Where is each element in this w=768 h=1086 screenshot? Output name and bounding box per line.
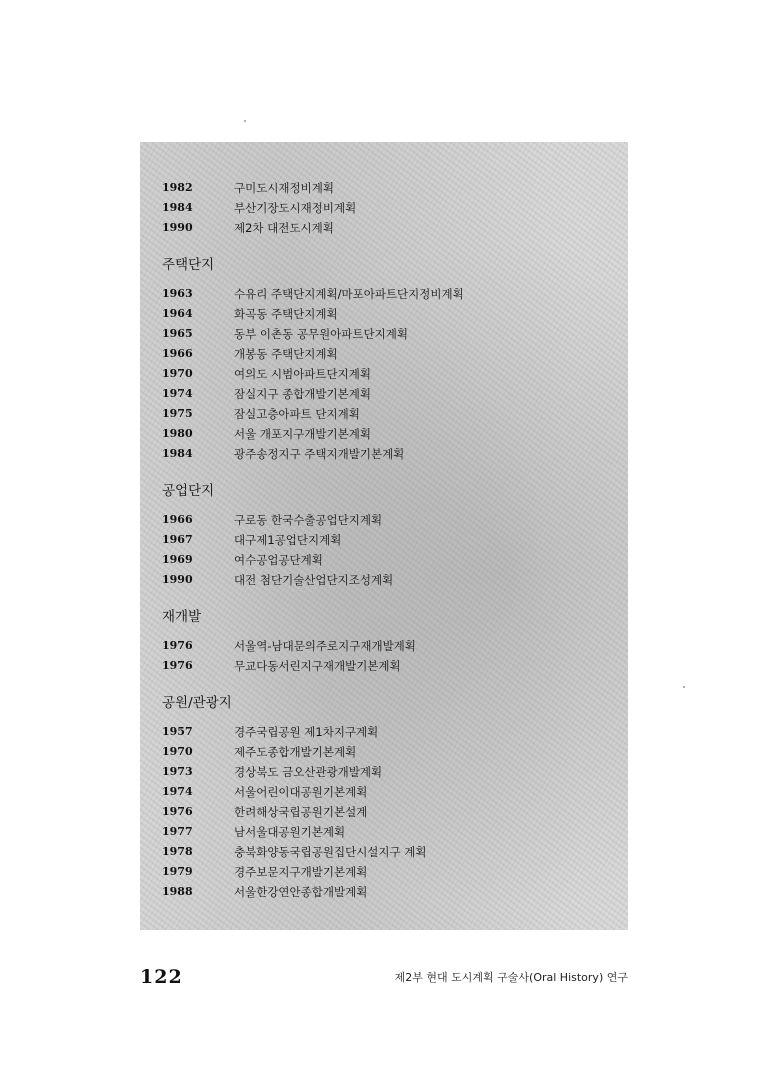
project-year: 1976 xyxy=(162,805,193,818)
project-year: 1966 xyxy=(162,347,193,360)
section xyxy=(162,481,622,590)
list-item xyxy=(162,862,622,882)
project-year: 1977 xyxy=(162,825,193,838)
project-title: 여수공업공단계획 xyxy=(234,553,323,567)
list-item xyxy=(162,510,622,530)
section-heading: 공업단지 xyxy=(162,483,215,499)
project-title: 여의도 시범아파트단지계획 xyxy=(234,367,371,381)
project-year: 1969 xyxy=(162,553,193,566)
project-year: 1967 xyxy=(162,533,193,546)
project-year: 1970 xyxy=(162,745,193,758)
list-item xyxy=(162,344,622,364)
project-year: 1966 xyxy=(162,513,193,526)
list-item xyxy=(162,284,622,304)
list-item xyxy=(162,304,622,324)
list-item xyxy=(162,722,622,742)
list-item xyxy=(162,384,622,404)
project-year: 1974 xyxy=(162,387,193,400)
project-year: 1973 xyxy=(162,765,193,778)
list-item xyxy=(162,550,622,570)
list-item xyxy=(162,218,622,238)
project-year: 1976 xyxy=(162,639,193,652)
project-title: 광주송정지구 주택지개발기본계획 xyxy=(234,447,405,461)
project-list xyxy=(162,178,622,902)
project-year: 1974 xyxy=(162,785,193,798)
scan-speck xyxy=(244,120,246,122)
project-year: 1990 xyxy=(162,573,193,586)
project-title: 충북화양동국립공원집단시설지구 계획 xyxy=(234,845,427,859)
page-footer xyxy=(140,966,628,988)
project-title: 수유리 주택단지계획/마포아파트단지정비계획 xyxy=(234,287,464,301)
project-year: 1984 xyxy=(162,201,193,214)
list-item xyxy=(162,742,622,762)
project-title: 무교다동서린지구재개발기본계획 xyxy=(234,659,401,673)
project-title: 화곡동 주택단지계획 xyxy=(234,307,338,321)
project-title: 서울한강연안종합개발계획 xyxy=(234,885,368,899)
project-title: 서울역-남대문의주로지구재개발계획 xyxy=(234,639,416,653)
list-item xyxy=(162,178,622,198)
project-title: 한려해상국립공원기본설계 xyxy=(234,805,368,819)
project-year: 1976 xyxy=(162,659,193,672)
section xyxy=(162,693,622,902)
project-title: 경주국립공원 제1차지구계획 xyxy=(234,725,379,739)
project-title: 제주도종합개발기본계획 xyxy=(234,745,357,759)
list-item xyxy=(162,198,622,218)
project-title: 대전 첨단기술산업단지조성계획 xyxy=(234,573,394,587)
list-item xyxy=(162,424,622,444)
scan-speck xyxy=(683,686,685,688)
project-year: 1964 xyxy=(162,307,193,320)
project-year: 1975 xyxy=(162,407,193,420)
project-title: 구로동 한국수출공업단지계획 xyxy=(234,513,383,527)
list-item xyxy=(162,882,622,902)
list-item xyxy=(162,762,622,782)
project-title: 개봉동 주택단지계획 xyxy=(234,347,338,361)
project-year: 1965 xyxy=(162,327,193,340)
section xyxy=(162,178,622,238)
project-title: 대구제1공업단지계획 xyxy=(234,533,342,547)
list-item xyxy=(162,782,622,802)
project-year: 1982 xyxy=(162,181,193,194)
project-year: 1978 xyxy=(162,845,193,858)
project-year: 1979 xyxy=(162,865,193,878)
project-title: 동부 이촌동 공무원아파트단지계획 xyxy=(234,327,408,341)
list-item xyxy=(162,656,622,676)
section-heading: 공원/관광지 xyxy=(162,695,232,711)
project-year: 1984 xyxy=(162,447,193,460)
project-year: 1963 xyxy=(162,287,193,300)
section-heading: 재개발 xyxy=(162,609,202,625)
list-item xyxy=(162,324,622,344)
list-item xyxy=(162,636,622,656)
list-item xyxy=(162,404,622,424)
project-title: 경주보문지구개발기본계획 xyxy=(234,865,368,879)
project-title: 잠실고층아파트 단지계획 xyxy=(234,407,360,421)
project-title: 서울어린이대공원기본계획 xyxy=(234,785,368,799)
project-title: 경상북도 금오산관광개발계획 xyxy=(234,765,383,779)
project-title: 잠실지구 종합개발기본계획 xyxy=(234,387,371,401)
list-item xyxy=(162,530,622,550)
project-title: 남서울대공원기본계획 xyxy=(234,825,346,839)
section-heading: 주택단지 xyxy=(162,257,215,273)
list-item xyxy=(162,570,622,590)
section xyxy=(162,255,622,464)
list-item xyxy=(162,444,622,464)
project-year: 1988 xyxy=(162,885,193,898)
project-year: 1990 xyxy=(162,221,193,234)
project-title: 서울 개포지구개발기본계획 xyxy=(234,427,371,441)
list-item xyxy=(162,802,622,822)
project-year: 1980 xyxy=(162,427,193,440)
project-title: 부산기장도시재정비계획 xyxy=(234,201,357,215)
list-item xyxy=(162,364,622,384)
list-item xyxy=(162,822,622,842)
list-item xyxy=(162,842,622,862)
section xyxy=(162,607,622,676)
project-year: 1970 xyxy=(162,367,193,380)
project-year: 1957 xyxy=(162,725,193,738)
project-title: 구미도시재정비계획 xyxy=(234,181,334,195)
running-head: 제2부 현대 도시계획 구술사(Oral History) 연구 xyxy=(394,971,628,984)
page-number: 122 xyxy=(140,966,183,988)
project-title: 제2차 대전도시계획 xyxy=(234,221,334,235)
